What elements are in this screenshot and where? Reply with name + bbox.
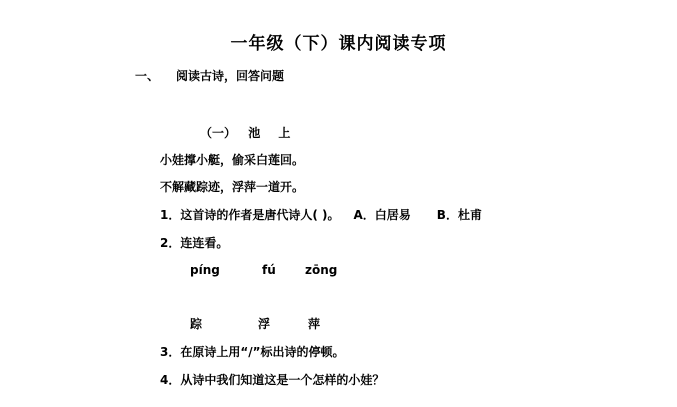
poem-label: （一） (200, 126, 237, 140)
poem-title (200, 127, 290, 139)
question-4: 4．从诗中我们知道这是一个怎样的小娃？ (160, 373, 385, 387)
section-number: 一、 (135, 69, 160, 83)
question-1-option-a: A．白居易 (353, 208, 411, 222)
pinyin-1: píng (190, 263, 220, 277)
poem-line-2: 不解藏踪迹，浮萍一道开。 (160, 180, 305, 194)
pinyin-2: fú (262, 263, 276, 277)
hanzi-3: 萍 (308, 317, 321, 331)
hanzi-2: 浮 (258, 317, 271, 331)
pinyin-3: zōng (305, 263, 338, 277)
question-1 (160, 209, 482, 221)
question-2: 2．连连看。 (160, 236, 229, 250)
question-3: 3．在原诗上用“/”标出诗的停顿。 (160, 345, 345, 359)
document-title: 一年级（下）课内阅读专项 (230, 34, 447, 54)
poem-title-char-2: 上 (278, 126, 291, 140)
poem-line-1: 小娃撑小艇，偷采白莲回。 (160, 153, 305, 167)
hanzi-1: 踪 (190, 317, 203, 331)
question-1-text: 1．这首诗的作者是唐代诗人( )。 (160, 208, 340, 222)
section-heading: 阅读古诗，回答问题 (176, 69, 285, 83)
poem-title-char-1: 池 (248, 126, 261, 140)
question-1-option-b: B．杜甫 (436, 208, 482, 222)
